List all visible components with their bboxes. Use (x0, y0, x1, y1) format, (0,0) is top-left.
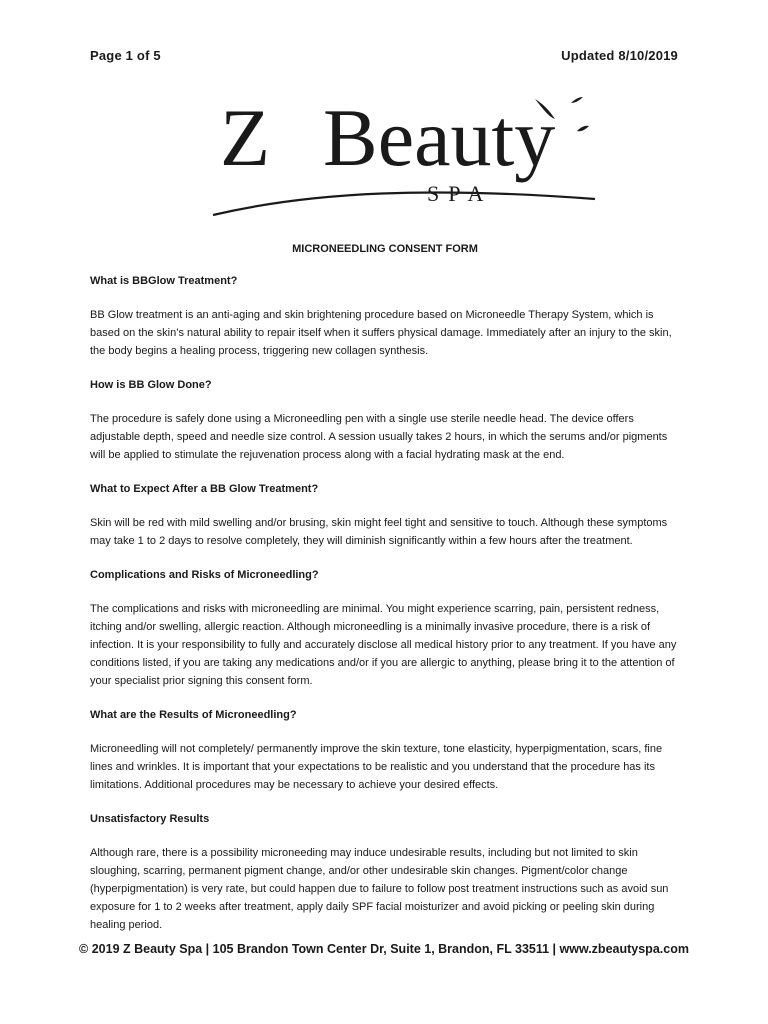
section-body: Although rare, there is a possibility microneeding may induce undesirable results, including but not limited to skin sloughing, scarring, permanent pigment change, and/or other undesirable skin changes. Pigment/color change (hyperpigmentation) is very rate, but could happen due to failure to follow post treatment instructions such as avoid sun exposure for 1 to 2 weeks after treatment, apply daily SPF facial moisturizer and avoid picking or peeling skin during healing period. (90, 847, 669, 931)
page-number: Page 1 of 5 (90, 48, 161, 63)
section-body: The procedure is safely done using a Microneedling pen with a single use sterile needle head. The device offers adjustable depth, speed and needle size control. A session usually takes 2 hours, in which the serums and/or pigments will be applied to stimulate the rejuvenation process along with a facial hydrating mask at the end. (90, 413, 668, 461)
section-body: Microneedling will not completely/ permanently improve the skin texture, tone elasticity, hyperpigmentation, scars, fine lines and wrinkles. It is important that your expectations to be realistic and you understand that the procedure has its limitations. Additional procedures may be necessary to achieve your desired effects. (90, 743, 663, 791)
section-heading: What is BBGlow Treatment? (90, 275, 238, 287)
section-heading: Unsatisfactory Results (90, 813, 210, 825)
page-title: MICRONEEDLING CONSENT FORM (292, 243, 478, 255)
footer-contact: © 2019 Z Beauty Spa | 105 Brandon Town Center Dr, Suite 1, Brandon, FL 33511 | www.zbeautyspa.com (79, 942, 689, 956)
section-body: BB Glow treatment is an anti-aging and skin brightening procedure based on Microneedle Therapy System, which is based on the skin’s natural ability to repair itself when it suffers physical damage. Immediately after an injury to the skin, the body begins a healing process, triggering new collagen synthesis. (90, 309, 672, 357)
section-heading: What are the Results of Microneedling? (90, 709, 297, 721)
section-heading: How is BB Glow Done? (90, 379, 212, 391)
z-beauty-spa-logo (205, 92, 605, 220)
logo-word-beauty: Beauty (323, 92, 556, 183)
updated-date: Updated 8/10/2019 (561, 48, 678, 63)
form-content (90, 240, 680, 950)
logo-letter-z: Z (220, 92, 271, 183)
section-heading: Complications and Risks of Microneedling? (90, 569, 319, 581)
logo-word-spa: SPA (427, 181, 493, 206)
section-body: The complications and risks with microneedling are minimal. You might experience scarring, pain, persistent redness, itching and/or swelling, allergic reaction. Although microneedling is a minimally invasive procedure, there is a risk of infection. It is your responsibility to fully and accurately disclose all medical history prior to any treatment. If you have any conditions listed, if you are taking any medications and/or if you are allergic to anything, please bring it to the attention of your specialist prior signing this consent form. (90, 603, 677, 687)
section-heading: What to Expect After a BB Glow Treatment? (90, 483, 319, 495)
section-body: Skin will be red with mild swelling and/or brusing, skin might feel tight and sensitive to touch. Although these symptoms may take 1 to 2 days to resolve completely, they will diminish significantly within a few hours after the treatment. (90, 517, 668, 547)
